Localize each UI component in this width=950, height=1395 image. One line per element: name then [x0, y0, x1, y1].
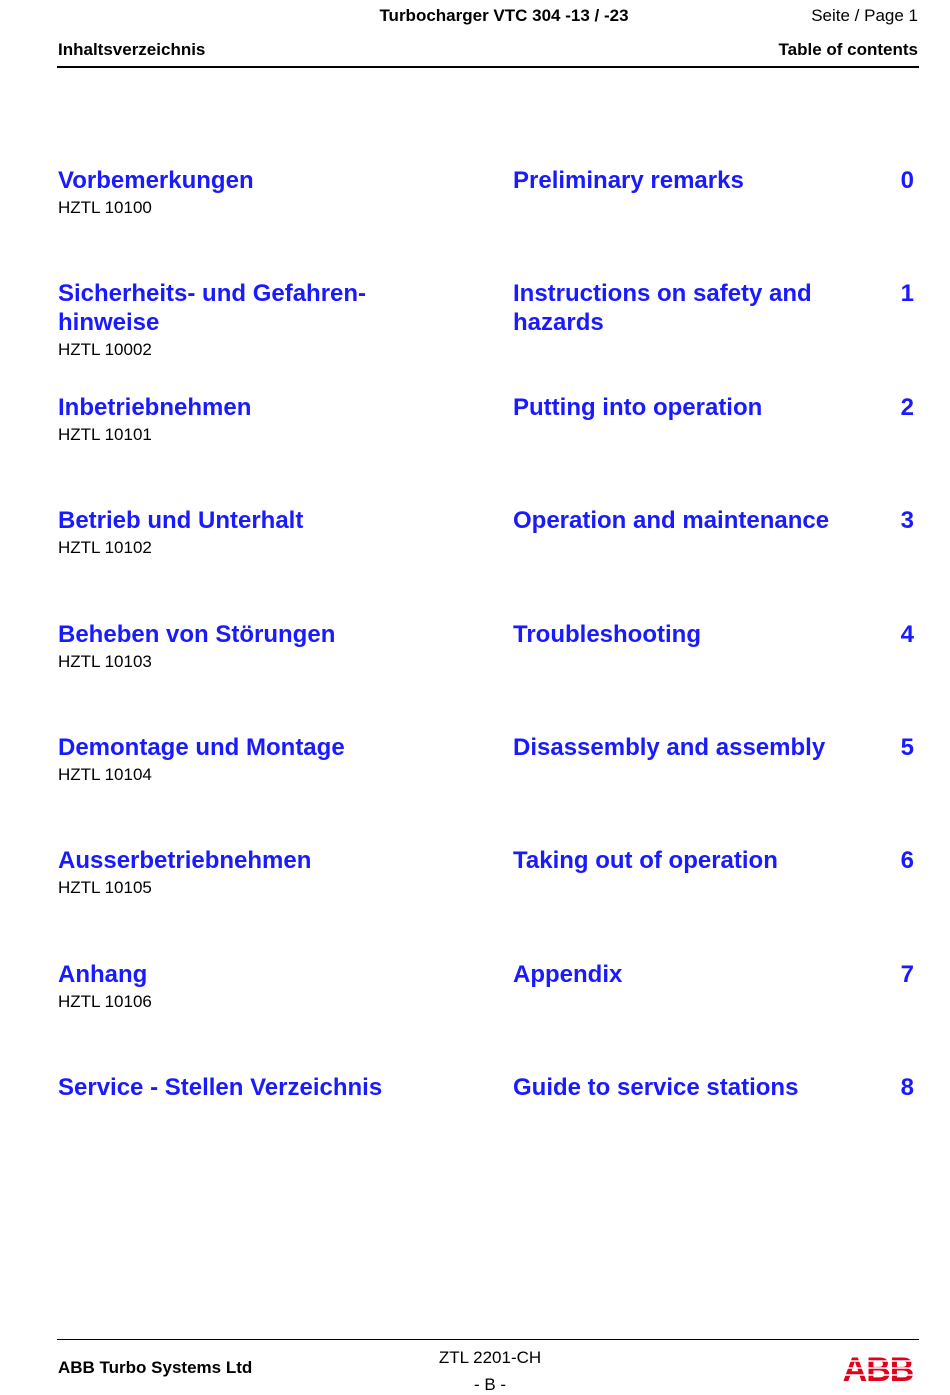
toc-title-de[interactable]: Anhang	[58, 960, 148, 988]
toc-title-de[interactable]: Vorbemerkungen	[58, 167, 254, 194]
toc-section-number[interactable]: 2	[900, 393, 914, 421]
document-title: Turbocharger VTC 304 -13 / -23	[379, 6, 629, 25]
toc-reference: HZTL 10100	[58, 198, 152, 217]
abb-logo	[838, 1352, 918, 1386]
toc-title-de[interactable]: Inbetriebnehmen	[58, 393, 252, 421]
toc-title-en[interactable]: Taking out of operation	[513, 847, 778, 875]
toc-entry-de[interactable]	[58, 1073, 478, 1102]
toc-reference: HZTL 10002	[58, 340, 152, 360]
toc-reference: HZTL 10103	[58, 651, 152, 671]
toc-title-de[interactable]: Beheben von Störungen	[58, 620, 336, 648]
toc-entry-de[interactable]	[58, 166, 478, 221]
toc-entry[interactable]	[58, 166, 918, 279]
toc-section-number[interactable]: 5	[900, 733, 914, 761]
toc-title-en[interactable]: Appendix	[513, 960, 623, 988]
toc-entry[interactable]	[58, 1073, 918, 1186]
section-title-de: Inhaltsverzeichnis	[58, 40, 206, 59]
toc-reference: HZTL 10104	[58, 764, 152, 784]
toc-section-number[interactable]: 6	[900, 847, 914, 875]
table-of-contents	[58, 166, 918, 1187]
toc-section-number[interactable]: 3	[900, 507, 914, 535]
toc-section-number[interactable]: 7	[900, 960, 914, 988]
toc-title-en[interactable]: Disassembly and assembly	[513, 733, 826, 761]
toc-entry[interactable]	[58, 506, 918, 619]
toc-reference: HZTL 10102	[58, 538, 152, 558]
toc-title-en[interactable]: Operation and maintenance	[513, 507, 830, 535]
toc-section-number[interactable]: 0	[900, 167, 914, 194]
toc-title-en[interactable]: Preliminary remarks	[513, 167, 744, 194]
toc-section-number[interactable]: 8	[900, 1074, 914, 1102]
footer-company: ABB Turbo Systems Ltd	[58, 1358, 253, 1377]
toc-entry-de[interactable]	[58, 620, 478, 675]
toc-title-en[interactable]: Instructions on safety and hazards	[513, 280, 812, 337]
toc-title-de[interactable]: Ausserbetriebnehmen	[58, 847, 312, 875]
toc-title-en[interactable]: Putting into operation	[513, 393, 763, 421]
header-divider	[57, 66, 919, 68]
footer-divider	[57, 1339, 919, 1340]
page-indicator: Seite / Page 1	[811, 6, 918, 25]
toc-entry-de[interactable]	[58, 960, 478, 1015]
toc-reference: HZTL 10106	[58, 991, 152, 1011]
footer-doc-number: ZTL 2201-CH	[438, 1348, 542, 1367]
toc-entry[interactable]	[58, 393, 918, 506]
section-title-en: Table of contents	[778, 40, 918, 59]
toc-reference: HZTL 10105	[58, 878, 152, 898]
abb-logo-text: ABB	[842, 1352, 914, 1386]
toc-title-de[interactable]: Betrieb und Unterhalt	[58, 507, 304, 535]
toc-entry[interactable]	[58, 960, 918, 1073]
toc-title-en[interactable]: Guide to service stations	[513, 1074, 799, 1102]
toc-entry-de[interactable]	[58, 846, 478, 901]
toc-entry-de[interactable]	[58, 279, 478, 363]
toc-title-de[interactable]: Sicherheits- und Gefahren- hinweise	[58, 280, 367, 337]
toc-section-number[interactable]: 1	[900, 280, 914, 308]
toc-entry[interactable]	[58, 733, 918, 846]
toc-section-number[interactable]: 4	[900, 620, 914, 648]
toc-entry[interactable]	[58, 846, 918, 959]
toc-entry-de[interactable]	[58, 506, 478, 561]
toc-reference: HZTL 10101	[58, 424, 152, 444]
toc-title-en[interactable]: Troubleshooting	[513, 620, 701, 648]
toc-entry[interactable]	[58, 279, 918, 392]
footer-page: - B -	[473, 1375, 507, 1394]
toc-title-de[interactable]: Service - Stellen Verzeichnis	[58, 1074, 383, 1102]
toc-entry-de[interactable]	[58, 393, 478, 448]
toc-title-de[interactable]: Demontage und Montage	[58, 733, 345, 761]
toc-entry[interactable]	[58, 620, 918, 733]
toc-entry-de[interactable]	[58, 733, 478, 788]
